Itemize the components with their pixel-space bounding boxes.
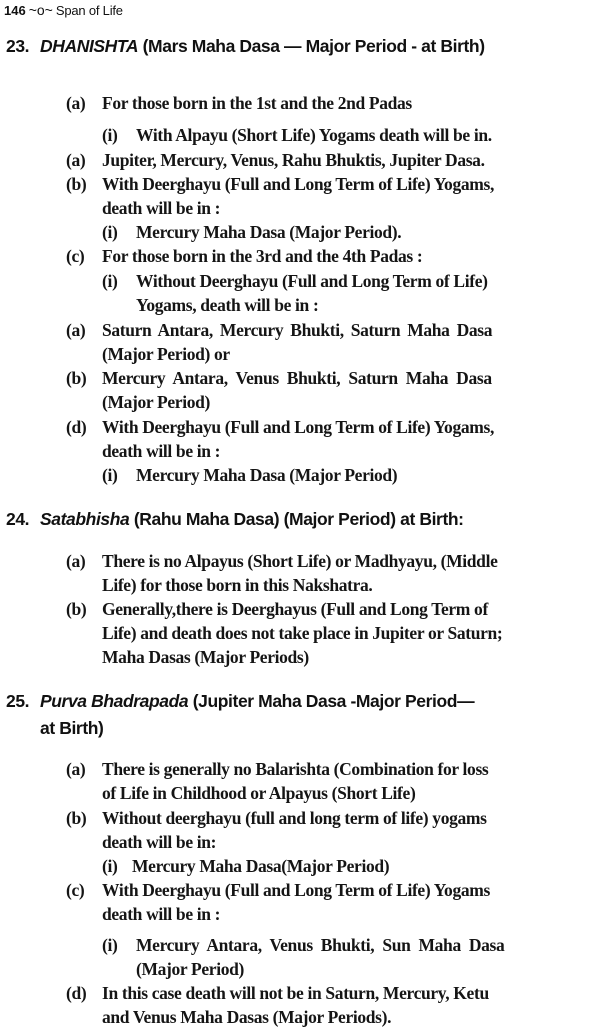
item-label: (i) <box>102 222 118 242</box>
running-title: Span of Life <box>55 2 123 18</box>
item-label: (i) <box>102 935 118 955</box>
item-label: (b) <box>66 599 87 619</box>
item-label: (b) <box>66 368 87 388</box>
list-item <box>102 854 389 878</box>
item-text: (Major Period) or <box>102 344 230 364</box>
list-item <box>66 318 492 342</box>
item-label: (c) <box>66 246 85 266</box>
item-text: There is no Alpayus (Short Life) or Madhyayu, (Middle <box>102 551 498 571</box>
section-heading-24 <box>6 506 464 533</box>
item-label: (a) <box>66 551 86 571</box>
list-item <box>66 757 488 781</box>
section-number: 24. <box>6 509 30 529</box>
list-item <box>102 463 397 487</box>
item-label: (i) <box>102 271 118 291</box>
list-item <box>66 244 422 268</box>
list-item <box>66 549 498 573</box>
item-text: of Life in Childhood or Alpayus (Short Life) <box>102 783 416 803</box>
list-item <box>102 933 504 957</box>
item-label: (c) <box>66 880 85 900</box>
item-text: With Deerghayu (Full and Long Term of Life) Yogams, <box>102 417 494 437</box>
page-number: 146 <box>4 2 26 18</box>
item-text: death will be in: <box>102 832 217 852</box>
item-label: (a) <box>66 150 86 170</box>
heading-text: (Mars Maha Dasa — Major Period - at Birth) <box>142 36 485 56</box>
item-text: Jupiter, Mercury, Venus, Rahu Bhuktis, Jupiter Dasa. <box>102 150 485 170</box>
list-item <box>66 415 494 439</box>
list-item-continuation <box>102 573 372 597</box>
item-text: death will be in : <box>102 198 221 218</box>
running-header <box>4 2 123 18</box>
list-item-continuation <box>136 957 244 981</box>
item-text: Saturn Antara, Mercury Bhukti, Saturn Maha Dasa <box>102 320 493 340</box>
item-text: Life) and death does not take place in Jupiter or Saturn; <box>102 623 503 643</box>
nakshatra-name: Satabhisha <box>40 509 130 529</box>
item-text: Mercury Antara, Venus Bhukti, Sun Maha Dasa <box>136 935 505 955</box>
list-item-continuation <box>102 830 216 854</box>
item-text: Maha Dasas (Major Periods) <box>102 647 309 667</box>
item-text: For those born in the 3rd and the 4th Padas : <box>102 246 423 266</box>
item-text: death will be in : <box>102 441 221 461</box>
item-text: (Major Period) <box>102 392 210 412</box>
list-item-continuation <box>102 390 210 414</box>
item-label: (a) <box>66 320 86 340</box>
item-label: (b) <box>66 808 87 828</box>
list-item-continuation <box>102 621 502 645</box>
item-text: There is generally no Balarishta (Combination for loss <box>102 759 489 779</box>
item-text: For those born in the 1st and the 2nd Padas <box>102 93 412 113</box>
nakshatra-name: Purva Bhadrapada <box>40 691 189 711</box>
item-text: and Venus Maha Dasas (Major Periods). <box>102 1007 392 1027</box>
list-item <box>102 123 492 147</box>
list-item <box>66 148 485 172</box>
item-text: Generally,there is Deerghayus (Full and Long Term of <box>102 599 488 619</box>
item-text: death will be in : <box>102 904 221 924</box>
list-item <box>102 269 488 293</box>
list-item <box>66 91 412 115</box>
item-text: Mercury Maha Dasa(Major Period) <box>132 856 390 876</box>
list-item-continuation <box>102 1005 391 1029</box>
item-label: (a) <box>66 93 86 113</box>
list-item-continuation <box>102 902 220 926</box>
list-item-continuation <box>102 439 220 463</box>
list-item <box>66 981 489 1005</box>
item-text: In this case death will not be in Saturn, Mercury, Ketu <box>102 983 489 1003</box>
item-text: Without Deerghayu (Full and Long Term of Life) <box>136 271 488 291</box>
heading-continuation: at Birth) <box>40 718 104 738</box>
item-label: (d) <box>66 983 87 1003</box>
list-item-continuation <box>102 196 220 220</box>
section-heading-25 <box>6 688 474 742</box>
list-item <box>66 878 490 902</box>
item-label: (i) <box>102 856 118 876</box>
list-item <box>66 806 487 830</box>
item-text: Life) for those born in this Nakshatra. <box>102 575 373 595</box>
list-item-continuation <box>102 342 230 366</box>
item-text: Mercury Maha Dasa (Major Period). <box>136 222 402 242</box>
item-text: Mercury Antara, Venus Bhukti, Saturn Maha Dasa <box>102 368 492 388</box>
section-heading-23 <box>6 33 485 60</box>
list-item-continuation <box>102 781 415 805</box>
section-number: 23. <box>6 36 30 56</box>
item-text: With Deerghayu (Full and Long Term of Life) Yogams, <box>102 174 494 194</box>
heading-text: (Rahu Maha Dasa) (Major Period) at Birth: <box>133 509 464 529</box>
item-label: (d) <box>66 417 87 437</box>
nakshatra-name: DHANISHTA <box>40 36 139 56</box>
list-item <box>66 366 492 390</box>
item-label: (b) <box>66 174 87 194</box>
list-item-continuation <box>136 293 318 317</box>
list-item-continuation <box>102 645 309 669</box>
ornament-icon: ~o~ <box>28 2 53 18</box>
list-item <box>102 220 401 244</box>
item-label: (a) <box>66 759 86 779</box>
item-text: Mercury Maha Dasa (Major Period) <box>136 465 398 485</box>
item-text: (Major Period) <box>136 959 244 979</box>
heading-text: (Jupiter Maha Dasa -Major Period— <box>192 691 475 711</box>
item-text: Without deerghayu (full and long term of life) yogams <box>102 808 487 828</box>
list-item <box>66 172 494 196</box>
item-label: (i) <box>102 125 118 145</box>
section-number: 25. <box>6 691 30 711</box>
list-item <box>66 597 488 621</box>
item-text: With Deerghayu (Full and Long Term of Life) Yogams <box>102 880 490 900</box>
item-text: With Alpayu (Short Life) Yogams death will be in. <box>136 125 492 145</box>
item-label: (i) <box>102 465 118 485</box>
item-text: Yogams, death will be in : <box>136 295 319 315</box>
